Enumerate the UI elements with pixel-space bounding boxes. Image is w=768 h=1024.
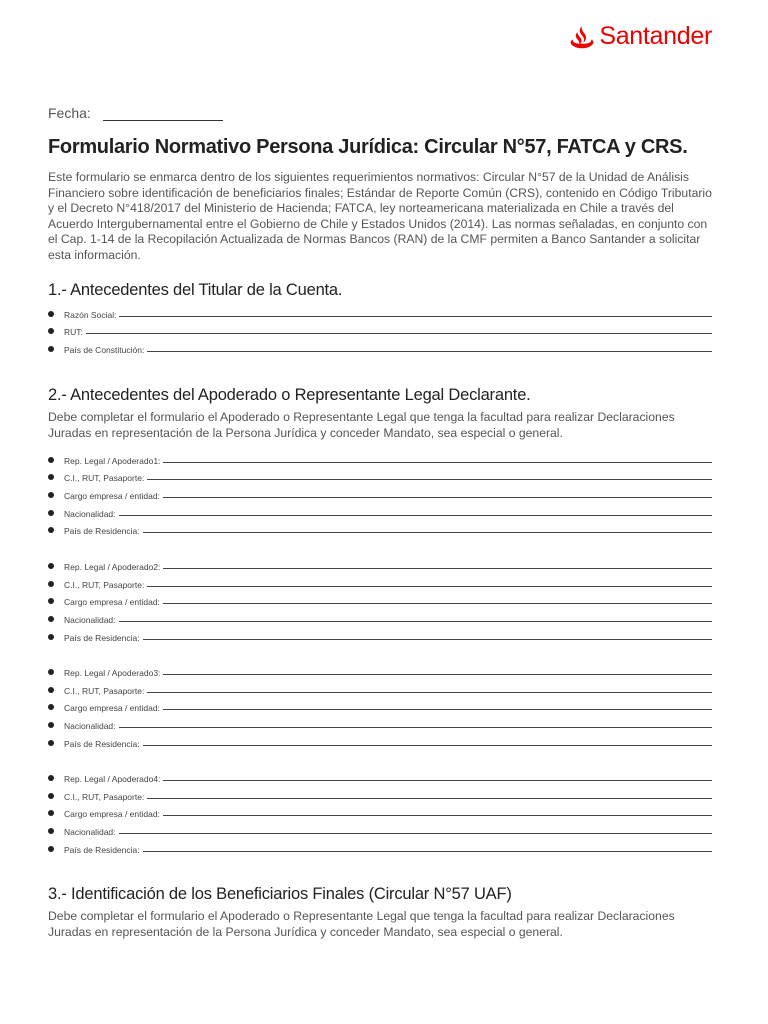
form-field	[48, 802, 712, 820]
field-input-line[interactable]	[143, 638, 712, 640]
field-input-line[interactable]	[119, 514, 712, 516]
section2-heading: 2.- Antecedentes del Apoderado o Representante Legal Declarante.	[48, 386, 531, 404]
bullet-icon	[48, 810, 54, 816]
field-label: Cargo empresa / entidad:	[64, 597, 160, 608]
field-input-line[interactable]	[163, 708, 712, 710]
field-input-line[interactable]	[119, 726, 712, 728]
field-label: Cargo empresa / entidad:	[64, 809, 160, 820]
group-spacer	[48, 643, 712, 661]
date-field[interactable]	[103, 106, 223, 121]
bullet-icon	[48, 775, 54, 781]
form-field	[48, 501, 712, 519]
field-input-line[interactable]	[163, 461, 712, 463]
bullet-icon	[48, 346, 54, 352]
field-label: País de Residencia:	[64, 738, 140, 749]
form-field	[48, 607, 712, 625]
field-input-line[interactable]	[163, 496, 712, 498]
form-field	[48, 696, 712, 714]
bullet-icon	[48, 492, 54, 498]
field-label: RUT:	[64, 327, 83, 338]
field-label: Cargo empresa / entidad:	[64, 703, 160, 714]
bullet-icon	[48, 598, 54, 604]
bullet-icon	[48, 563, 54, 569]
form-field	[48, 337, 712, 355]
section3-heading: 3.- Identificación de los Beneficiarios Finales (Circular N°57 UAF)	[48, 885, 512, 903]
field-input-line[interactable]	[163, 602, 712, 604]
field-input-line[interactable]	[143, 531, 712, 533]
form-field	[48, 302, 712, 320]
field-label: Nacionalidad:	[64, 721, 116, 731]
field-input-line[interactable]	[163, 567, 712, 569]
bullet-icon	[48, 527, 54, 533]
form-field	[48, 483, 712, 501]
flame-icon	[569, 25, 595, 49]
form-field	[48, 590, 712, 608]
field-label: País de Residencia:	[64, 844, 140, 855]
form-field	[48, 660, 712, 678]
date-row	[48, 105, 223, 121]
field-label: Rep. Legal / Apoderado4:	[64, 774, 161, 785]
bullet-icon	[48, 722, 54, 728]
bullet-icon	[48, 474, 54, 480]
form-field	[48, 678, 712, 696]
brand-name: Santander	[599, 22, 712, 50]
section2-description: Debe completar el formulario el Apoderado o Representante Legal que tenga la facultad para realizar Declaraciones Juradas en representación de la Persona Jurídica y conceder Mandato, sea especial o general.	[48, 410, 675, 440]
field-label: Rep. Legal / Apoderado1:	[64, 455, 161, 466]
section3-description: Debe completar el formulario el Apoderado o Representante Legal que tenga la facultad para realizar Declaraciones Juradas en representación de la Persona Jurídica y conceder Mandato, sea especial o general.	[48, 909, 675, 939]
section1-fields	[48, 302, 712, 355]
bullet-icon	[48, 634, 54, 640]
bullet-icon	[48, 687, 54, 693]
form-field	[48, 784, 712, 802]
bullet-icon	[48, 846, 54, 852]
field-input-line[interactable]	[147, 350, 712, 352]
bullet-icon	[48, 457, 54, 463]
bullet-icon	[48, 740, 54, 746]
group-spacer	[48, 536, 712, 554]
field-label: C.I., RUT, Pasaporte:	[64, 473, 145, 484]
group-spacer	[48, 749, 712, 767]
form-field	[48, 320, 712, 338]
field-input-line[interactable]	[119, 315, 712, 317]
form-field	[48, 554, 712, 572]
form-field	[48, 731, 712, 749]
form-field	[48, 713, 712, 731]
bullet-icon	[48, 669, 54, 675]
bullet-icon	[48, 704, 54, 710]
form-field	[48, 625, 712, 643]
field-input-line[interactable]	[143, 744, 712, 746]
date-label: Fecha:	[48, 105, 91, 121]
field-label: C.I., RUT, Pasaporte:	[64, 791, 145, 802]
intro-paragraph: Este formulario se enmarca dentro de los siguientes requerimientos normativos: Circular N°57 de la Unidad de Análisis Financiero sobre identificación de beneficiarios finales; Estándar de Reporte Común (CRS), contenido en Código Tributario y el Decreto N°418/2017 del Ministerio de Hacienda; FATCA, ley norteamericana materializada en Chile a través del Acuerdo Intergubernamental entre el Gobierno de Chile y Estados Unidos (2014). Las normas señaladas, en conjunto con el Cap. 1-14 de la Recopilación Actualizada de Normas Bancos (RAN) de la CMF permiten a Banco Santander a solicitar esta información.	[48, 170, 712, 262]
field-label: Razón Social:	[64, 309, 117, 320]
field-input-line[interactable]	[86, 332, 712, 334]
field-label: Cargo empresa / entidad:	[64, 491, 160, 502]
field-input-line[interactable]	[147, 797, 712, 799]
section2-fields	[48, 448, 712, 855]
field-input-line[interactable]	[163, 779, 712, 781]
bullet-icon	[48, 616, 54, 622]
form-title: Formulario Normativo Persona Jurídica: Circular N°57, FATCA y CRS.	[48, 136, 688, 158]
field-label: País de Constitución:	[64, 345, 145, 356]
field-label: Nacionalidad:	[64, 508, 116, 519]
field-label: Nacionalidad:	[64, 827, 116, 838]
bullet-icon	[48, 510, 54, 516]
form-field	[48, 448, 712, 466]
field-input-line[interactable]	[119, 832, 712, 834]
field-label: Rep. Legal / Apoderado2:	[64, 561, 161, 572]
section1-heading: 1.- Antecedentes del Titular de la Cuenta.	[48, 281, 343, 299]
field-label: Nacionalidad:	[64, 614, 116, 625]
form-field	[48, 766, 712, 784]
field-input-line[interactable]	[163, 814, 712, 816]
form-field	[48, 819, 712, 837]
form-field	[48, 519, 712, 537]
field-input-line[interactable]	[119, 620, 712, 622]
field-input-line[interactable]	[147, 585, 712, 587]
form-field	[48, 572, 712, 590]
field-input-line[interactable]	[147, 478, 712, 480]
field-label: País de Residencia:	[64, 632, 140, 643]
bullet-icon	[48, 328, 54, 334]
field-input-line[interactable]	[147, 691, 712, 693]
field-label: País de Residencia:	[64, 526, 140, 537]
field-label: Rep. Legal / Apoderado3:	[64, 667, 161, 678]
bullet-icon	[48, 581, 54, 587]
field-input-line[interactable]	[163, 673, 712, 675]
form-field	[48, 466, 712, 484]
santander-logo	[569, 22, 712, 51]
bullet-icon	[48, 311, 54, 317]
form-field	[48, 837, 712, 855]
field-input-line[interactable]	[143, 850, 712, 852]
bullet-icon	[48, 828, 54, 834]
field-label: C.I., RUT, Pasaporte:	[64, 685, 145, 696]
field-label: C.I., RUT, Pasaporte:	[64, 579, 145, 590]
bullet-icon	[48, 793, 54, 799]
